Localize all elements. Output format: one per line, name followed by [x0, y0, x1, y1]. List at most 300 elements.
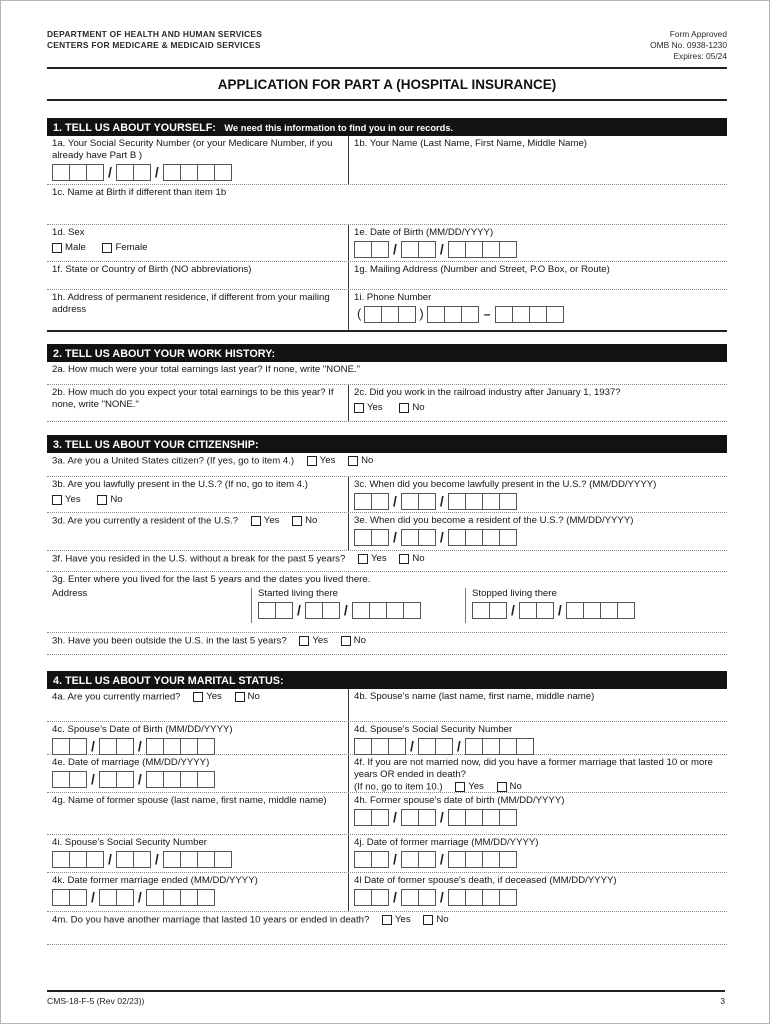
digit-box[interactable] [133, 851, 151, 868]
section-4-title: 4. TELL US ABOUT YOUR MARITAL STATUS: [53, 675, 284, 687]
digit-box[interactable] [448, 851, 466, 868]
digit-box[interactable] [214, 851, 232, 868]
no-option-3h[interactable] [341, 635, 366, 647]
digit-box[interactable] [86, 164, 104, 181]
day-group [401, 529, 436, 546]
digit-box[interactable] [180, 771, 198, 788]
slash-separator: / [154, 163, 159, 180]
digit-box[interactable] [197, 771, 215, 788]
no-checkbox[interactable] [97, 495, 107, 505]
digit-box[interactable] [566, 602, 584, 619]
question-label-1e: 1e. Date of Birth (MM/DD/YYYY) [354, 227, 494, 238]
question-label-1d: 1d. Sex [52, 227, 85, 238]
female-label: Female [115, 241, 148, 253]
year-group [352, 602, 421, 619]
year-group [448, 851, 517, 868]
no-option-3f[interactable] [399, 553, 424, 565]
slash-separator: / [393, 492, 397, 509]
digit-box[interactable] [583, 602, 601, 619]
form-approval-block [650, 29, 727, 67]
digit-box[interactable] [499, 738, 517, 755]
digit-box[interactable] [116, 851, 134, 868]
agency-name [47, 29, 262, 67]
answer-cell-1g[interactable] [349, 262, 727, 289]
slash-separator: / [154, 850, 159, 867]
digit-box[interactable] [482, 851, 500, 868]
ssn-serial-group [163, 164, 232, 181]
digit-box[interactable] [163, 738, 181, 755]
day-group [99, 889, 134, 906]
digit-box[interactable] [69, 851, 87, 868]
section-1-header [47, 118, 727, 136]
question-label-3h: 3h. Have you been outside the U.S. in the last 5 years? [52, 635, 287, 647]
ssn-area-group [52, 851, 104, 868]
date-input-3e [354, 529, 517, 547]
digit-box[interactable] [146, 738, 164, 755]
answer-cell-2b[interactable] [47, 385, 349, 421]
question-label-3g: 3g. Enter where you lived for the last 5 years and the dates you lived there. [52, 574, 371, 585]
digit-box[interactable] [99, 738, 117, 755]
month-group [258, 602, 293, 619]
digit-box[interactable] [600, 602, 618, 619]
day-group [401, 889, 436, 906]
address-column[interactable] [52, 588, 251, 623]
digit-box[interactable] [482, 493, 500, 510]
digit-box[interactable] [401, 529, 419, 546]
digit-box[interactable] [617, 602, 635, 619]
answer-cell-4g[interactable] [47, 793, 349, 834]
yes-label: Yes [367, 401, 383, 413]
digit-box[interactable] [364, 306, 382, 323]
question-cell-4m [47, 912, 727, 944]
digit-box[interactable] [86, 851, 104, 868]
digit-box[interactable] [352, 602, 370, 619]
digit-box[interactable] [52, 164, 70, 181]
no-label: No [436, 914, 449, 925]
digit-box[interactable] [386, 602, 404, 619]
question-label-1f: 1f. State or Country of Birth (NO abbreviations) [52, 264, 252, 275]
digit-box[interactable] [427, 306, 445, 323]
question-cell-1i [349, 290, 727, 330]
digit-box[interactable] [69, 889, 87, 906]
digit-box[interactable] [401, 241, 419, 258]
digit-box[interactable] [435, 738, 453, 755]
question-label-4e: 4e. Date of marriage (MM/DD/YYYY) [52, 757, 210, 768]
section-3-title: 3. TELL US ABOUT YOUR CITIZENSHIP: [53, 439, 259, 451]
digit-box[interactable] [371, 493, 389, 510]
digit-box[interactable] [461, 306, 479, 323]
digit-box[interactable] [69, 738, 87, 755]
yes-option-3f[interactable] [358, 553, 387, 565]
digit-box[interactable] [197, 851, 215, 868]
date-input-1e [354, 241, 517, 259]
digit-box[interactable] [180, 851, 198, 868]
digit-box[interactable] [482, 738, 500, 755]
stopped-living-label: Stopped living there [472, 587, 557, 599]
month-group [354, 241, 389, 258]
digit-box[interactable] [465, 493, 483, 510]
male-checkbox[interactable] [52, 243, 62, 253]
slash-separator: / [108, 850, 112, 867]
form-row [47, 722, 727, 755]
digit-box[interactable] [499, 851, 517, 868]
digit-box[interactable] [401, 809, 419, 826]
no-checkbox[interactable] [292, 516, 302, 526]
yes-label: Yes [319, 455, 336, 466]
ssn-input-4d [354, 738, 534, 756]
question-label-4f-note: (If no, go to item 10.) [354, 781, 443, 793]
answer-cell-1b[interactable] [349, 136, 727, 184]
yes-checkbox[interactable] [307, 456, 317, 466]
yes-checkbox[interactable] [455, 782, 465, 792]
digit-box[interactable] [69, 771, 87, 788]
yes-label: Yes [206, 691, 222, 702]
digit-box[interactable] [354, 851, 372, 868]
digit-box[interactable] [472, 602, 490, 619]
date-input-4j [354, 851, 517, 869]
digit-box[interactable] [146, 771, 164, 788]
yes-option-3d[interactable] [251, 515, 280, 527]
yes-option-4m[interactable] [382, 914, 411, 926]
digit-box[interactable] [465, 809, 483, 826]
digit-box[interactable] [371, 529, 389, 546]
no-checkbox[interactable] [235, 692, 245, 702]
prefix-group [427, 306, 479, 323]
digit-box[interactable] [516, 738, 534, 755]
close-paren: ) [419, 306, 424, 322]
form-title: APPLICATION FOR PART A (HOSPITAL INSURANCE) [217, 77, 557, 92]
started-living-column [251, 588, 465, 623]
digit-box[interactable] [369, 602, 387, 619]
digit-box[interactable] [401, 493, 419, 510]
digit-box[interactable] [499, 529, 517, 546]
page-footer [47, 990, 725, 1006]
form-row [47, 185, 727, 225]
digit-box[interactable] [465, 529, 483, 546]
digit-box[interactable] [444, 306, 462, 323]
question-cell-4h [349, 793, 727, 834]
no-option-2c[interactable] [399, 402, 424, 414]
question-cell-4d [349, 722, 727, 754]
digit-box[interactable] [163, 164, 181, 181]
no-checkbox[interactable] [399, 554, 409, 564]
slash-separator: / [439, 240, 444, 257]
digit-box[interactable] [354, 529, 372, 546]
ssn-serial-group [465, 738, 534, 755]
slash-separator: / [393, 240, 397, 257]
question-label-4d: 4d. Spouse’s Social Security Number [354, 724, 513, 735]
digit-box[interactable] [381, 306, 399, 323]
slash-separator: / [108, 163, 112, 180]
yes-checkbox[interactable] [251, 516, 261, 526]
yes-label: Yes [65, 493, 81, 505]
date-input-4l [354, 889, 517, 907]
no-option-3d[interactable] [292, 515, 317, 527]
yes-checkbox[interactable] [358, 554, 368, 564]
digit-box[interactable] [163, 851, 181, 868]
digit-box[interactable] [482, 889, 500, 906]
digit-box[interactable] [482, 809, 500, 826]
yes-option-3a[interactable] [307, 455, 336, 467]
digit-box[interactable] [401, 889, 419, 906]
yes-checkbox[interactable] [52, 495, 62, 505]
yes-checkbox[interactable] [354, 403, 364, 413]
digit-box[interactable] [418, 738, 436, 755]
digit-box[interactable] [305, 602, 323, 619]
digit-box[interactable] [465, 851, 483, 868]
no-checkbox[interactable] [423, 915, 433, 925]
question-label-4j: 4j. Date of former marriage (MM/DD/YYYY) [354, 837, 539, 848]
digit-box[interactable] [418, 529, 436, 546]
digit-box[interactable] [448, 809, 466, 826]
question-cell-3e [349, 513, 727, 550]
digit-box[interactable] [448, 529, 466, 546]
digit-box[interactable] [465, 241, 483, 258]
month-group [52, 771, 87, 788]
question-label-4c: 4c. Spouse’s Date of Birth (MM/DD/YYYY) [52, 724, 233, 735]
answer-cell-4b[interactable] [349, 689, 727, 721]
yes-label: Yes [468, 780, 484, 792]
question-label-4b: 4b. Spouse’s name (last name, first name, middle name) [354, 691, 595, 702]
yes-option-4a[interactable] [193, 691, 222, 703]
digit-box[interactable] [499, 241, 517, 258]
digit-box[interactable] [275, 602, 293, 619]
digit-box[interactable] [371, 889, 389, 906]
answer-cell-2a[interactable] [47, 362, 727, 384]
digit-box[interactable] [52, 738, 70, 755]
date-input-4e [52, 771, 215, 789]
digit-box[interactable] [371, 738, 389, 755]
slash-separator: / [137, 888, 142, 905]
slash-separator: / [137, 737, 142, 754]
digit-box[interactable] [499, 889, 517, 906]
digit-box[interactable] [52, 771, 70, 788]
question-label-1g: 1g. Mailing Address (Number and Street, P.O Box, or Route) [354, 264, 610, 275]
started-living-label: Started living there [258, 587, 338, 599]
digit-box[interactable] [52, 851, 70, 868]
no-checkbox[interactable] [341, 636, 351, 646]
digit-box[interactable] [258, 602, 276, 619]
digit-box[interactable] [499, 493, 517, 510]
answer-cell-1h[interactable] [47, 290, 349, 330]
question-cell-3c [349, 477, 727, 512]
digit-box[interactable] [546, 306, 564, 323]
digit-box[interactable] [354, 738, 372, 755]
digit-box[interactable] [465, 738, 483, 755]
digit-box[interactable] [133, 164, 151, 181]
digit-box[interactable] [197, 889, 215, 906]
question-cell-3g [47, 572, 727, 632]
digit-box[interactable] [116, 738, 134, 755]
digit-box[interactable] [197, 164, 215, 181]
digit-box[interactable] [418, 241, 436, 258]
question-cell-4i [47, 835, 349, 872]
no-option-3b[interactable] [97, 494, 122, 506]
digit-box[interactable] [163, 771, 181, 788]
page-number: 3 [720, 996, 725, 1006]
no-checkbox[interactable] [348, 456, 358, 466]
slash-separator: / [91, 888, 95, 905]
no-checkbox[interactable] [497, 782, 507, 792]
form-row [47, 136, 727, 185]
phone-input-1i [354, 306, 564, 323]
approval-line-3: Expires: 05/24 [673, 50, 727, 61]
agency-line-2: CENTERS FOR MEDICARE & MEDICAID SERVICES [47, 40, 261, 51]
divider [47, 99, 727, 101]
yes-option-4f[interactable] [455, 781, 484, 793]
month-group [52, 889, 87, 906]
digit-box[interactable] [489, 602, 507, 619]
digit-box[interactable] [180, 738, 198, 755]
ssn-area-group [354, 738, 406, 755]
digit-box[interactable] [465, 889, 483, 906]
question-cell-3d [47, 513, 349, 550]
digit-box[interactable] [322, 602, 340, 619]
digit-box[interactable] [388, 738, 406, 755]
digit-box[interactable] [448, 889, 466, 906]
digit-box[interactable] [354, 241, 372, 258]
question-label-1c: 1c. Name at Birth if different than item 1b [52, 187, 227, 198]
form-row [47, 362, 727, 385]
answer-cell-1c[interactable] [47, 185, 727, 224]
male-option[interactable] [52, 242, 86, 254]
section-3-header [47, 435, 727, 453]
digit-box[interactable] [180, 164, 198, 181]
digit-box[interactable] [403, 602, 421, 619]
female-checkbox[interactable] [102, 243, 112, 253]
yes-label: Yes [370, 553, 387, 564]
no-checkbox[interactable] [399, 403, 409, 413]
yes-checkbox[interactable] [299, 636, 309, 646]
yes-option-3h[interactable] [299, 635, 328, 647]
month-group [354, 809, 389, 826]
digit-box[interactable] [371, 809, 389, 826]
form-row [47, 385, 727, 422]
digit-box[interactable] [371, 241, 389, 258]
question-label-3c: 3c. When did you become lawfully present in the U.S.? (MM/DD/YYYY) [354, 479, 657, 490]
approval-line-2: OMB No. 0938-1230 [650, 39, 727, 50]
no-label: No [305, 515, 318, 526]
no-option-4f[interactable] [497, 781, 522, 793]
digit-box[interactable] [214, 164, 232, 181]
question-cell-4f [349, 755, 727, 792]
month-group [472, 602, 507, 619]
digit-box[interactable] [116, 889, 134, 906]
yes-option-2c[interactable] [354, 402, 383, 414]
form-row [47, 912, 727, 945]
no-label: No [247, 691, 260, 702]
slash-separator: / [297, 601, 301, 618]
answer-cell-1f[interactable] [47, 262, 349, 289]
slash-separator: / [91, 770, 95, 787]
slash-separator: / [393, 528, 397, 545]
question-label-4a: 4a. Are you currently married? [52, 691, 181, 703]
month-group [354, 493, 389, 510]
digit-box[interactable] [116, 771, 134, 788]
digit-box[interactable] [499, 809, 517, 826]
form-number: CMS-18-F-5 (Rev 02/23)) [47, 996, 145, 1006]
digit-box[interactable] [482, 529, 500, 546]
address-column-label: Address [52, 587, 88, 599]
agency-line-1: DEPARTMENT OF HEALTH AND HUMAN SERVICES [47, 29, 263, 39]
slash-separator: / [393, 850, 397, 867]
slash-separator: / [439, 808, 444, 825]
form-row [47, 551, 727, 572]
female-option[interactable] [102, 242, 147, 254]
digit-box[interactable] [536, 602, 554, 619]
question-cell-3f [47, 551, 727, 571]
digit-box[interactable] [52, 889, 70, 906]
day-group [99, 738, 134, 755]
no-option-4m[interactable] [423, 914, 448, 926]
form-row [47, 453, 727, 477]
no-label: No [509, 780, 522, 792]
digit-box[interactable] [448, 493, 466, 510]
digit-box[interactable] [163, 889, 181, 906]
digit-box[interactable] [371, 851, 389, 868]
year-group [146, 738, 215, 755]
digit-box[interactable] [354, 809, 372, 826]
digit-box[interactable] [519, 602, 537, 619]
digit-box[interactable] [180, 889, 198, 906]
digit-box[interactable] [398, 306, 416, 323]
digit-box[interactable] [146, 889, 164, 906]
question-label-1b: 1b. Your Name (Last Name, First Name, Middle Name) [354, 138, 587, 149]
digit-box[interactable] [401, 851, 419, 868]
question-label-4g: 4g. Name of former spouse (last name, first name, middle name) [52, 795, 327, 806]
digit-box[interactable] [418, 889, 436, 906]
digit-box[interactable] [99, 889, 117, 906]
digit-box[interactable] [418, 851, 436, 868]
month-group [354, 851, 389, 868]
digit-box[interactable] [482, 241, 500, 258]
digit-box[interactable] [512, 306, 530, 323]
digit-box[interactable] [99, 771, 117, 788]
digit-box[interactable] [197, 738, 215, 755]
question-cell-1e [349, 225, 727, 261]
no-label: No [353, 635, 366, 646]
yes-option-3b[interactable] [52, 494, 81, 506]
section-1-title: 1. TELL US ABOUT YOURSELF: [53, 122, 216, 134]
no-option-3a[interactable] [348, 455, 373, 467]
stopped-living-column [465, 588, 721, 623]
digit-box[interactable] [448, 241, 466, 258]
question-cell-4l [349, 873, 727, 911]
form-row [47, 262, 727, 290]
digit-box[interactable] [354, 493, 372, 510]
question-label-3f: 3f. Have you resided in the U.S. without a break for the past 5 years? [52, 553, 346, 565]
digit-box[interactable] [418, 493, 436, 510]
ssn-group-group [116, 851, 151, 868]
digit-box[interactable] [418, 809, 436, 826]
question-label-4f: 4f. If you are not married now, did you have a former marriage that lasted 10 or more years OR ended in death? [354, 757, 713, 780]
question-cell-4a [47, 689, 349, 721]
slash-separator: / [393, 808, 397, 825]
digit-box[interactable] [354, 889, 372, 906]
no-option-4a[interactable] [235, 691, 260, 703]
question-cell-2c [349, 385, 727, 421]
form-row [47, 793, 727, 835]
digit-box[interactable] [69, 164, 87, 181]
form-row [47, 755, 727, 793]
digit-box[interactable] [116, 164, 134, 181]
question-label-4i: 4i. Spouse’s Social Security Number [52, 837, 207, 848]
digit-box[interactable] [529, 306, 547, 323]
digit-box[interactable] [495, 306, 513, 323]
yes-checkbox[interactable] [382, 915, 392, 925]
day-group [401, 493, 436, 510]
yes-checkbox[interactable] [193, 692, 203, 702]
